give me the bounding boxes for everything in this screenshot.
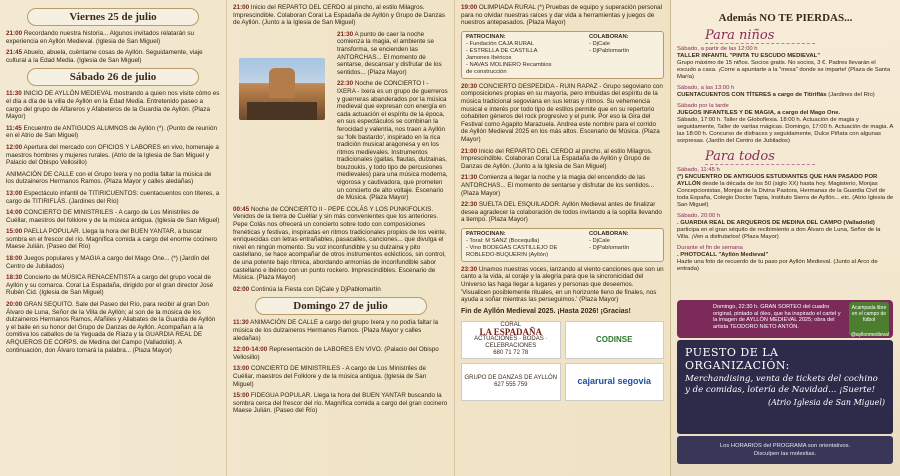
- event-item: 13:00 CONCIERTO DE MINISTRILES - A cargo de Los Ministriles de Cuéllar, maestros del Folklore y de la música antigua. (Iglesia de San Miguel): [233, 365, 427, 388]
- sponsor-logos: [461, 321, 664, 401]
- extra-item: Sábado, a partir de las 12:00 h TALLER INFANTIL "PINTA TU ESCUDO MEDIEVAL" Grupo máximo de 15 niños. Socios gratis. No socios, 3 €. Padres llevarán el escudo a casa. ¡Corre a apuntarte a la "mesa" donde se imparte! (Plaza de Santa María): [677, 46, 891, 80]
- day-heading: Viernes 25 de julio: [27, 8, 199, 26]
- event-item: 14:00 CONCIERTO DE MINISTRILES - A cargo de Los Ministriles de Cuéllar, maestros del folklore y de la música antigua. (Iglesia de San Miguel): [6, 209, 220, 224]
- program-column-3: [454, 0, 670, 476]
- kids-heading: Para niños: [705, 28, 815, 44]
- organization-stand-box: [677, 340, 893, 434]
- event-item: 15:00 FIDEGUA POPULAR. Llega la hora del BUEN YANTAR buscando la sombra cerca del frescor del río. Magnífica comida a cargo del gran cocinero Maese Julián. (Paseo del Río): [233, 392, 448, 415]
- event-item: 23:30 Unamos nuestras voces, lanzando al viento canciones que son un canto a la vida, al coraje y la alegría para que la sincronicidad del Universo las haga llegar a lugares y personas que deseemos. 'Visualicen posiblemente rituales, en un horizonte lleno de finales, nos ayuda a soñar mientras las perseguimos.' (Plaza Mayor): [461, 265, 664, 304]
- schedule-disclaimer: Los HORARIOS del PROGRAMA son orientativos. Disculpen las molestias.: [677, 436, 893, 464]
- event-item: ANIMACIÓN DE CALLE con el Grupo Ixera y no podía faltar la música de los dulzaineros Hermanos Ramos. (Plaza Mayor y calles aledañas): [6, 170, 212, 186]
- extra-item: Sábado, a las 13:00 h CUENTACUENTOS CON TÍTERES a cargo de Titiriflás (Jardines del Río): [677, 85, 875, 98]
- event-item: 18:00 Juegos populares y MAGIA a cargo del Mago One... (*) (Jardín del Centro de Jubilados): [6, 255, 210, 270]
- event-item: 21:30 A punto de caer la noche comienza la magia, el ambiente se transforma, se encienden las ANTORCHAS... El momento de sentarse, descansar y disfrutar de los sentidos... (Plaza Mayor): [337, 30, 442, 76]
- event-item: 11:45 Encuentro de ANTIGUOS ALUMNOS de Ayllón (*). (Punto de reunión en el Atrio de San Miguel): [6, 124, 217, 140]
- event-item: 22:30 Noche de CONCIERTO I - IXERA - Ixera es un grupo de guerreros y guerreras abanderados por la música medieval que expresan con energía en cada actuación el espíritu de la época, en sus espectáculos se combinan la ferocidad y valentía, nos traen a Ayllón su 'folk bastardo', inspirado en la rica tradición musical aragonesa y en los ritmos medievales. Instrumentos tradicionales (gaitas, flautas, dulzainas, bouzoukis, y todo tipo de percusiones medievales) para una música moderna, vigorosa y cautivadora, que prometen un concierto de alto voltaje. Escenario de Música. (Plaza Mayor): [337, 80, 448, 202]
- extra-item: Sábado por la tarde JUEGOS INFANTILES Y DE MAGIA, a cargo del Mago One. Sábado, 17:00 h. Taller de Globoflexia. 18:00 h. Actuación de magia y seguidamente, Taller de varitas mágicas. Domingo, 17:00 h. Actuación de magia. A las 18:00 h. Concurso de disfraces y seguidamente, Dulce Piñata con algunas sorpresas. (Jardín del Centro de Jubilados): [677, 103, 894, 144]
- event-item: 13:00 Espectáculo infantil de TITIRICUENTOS: cuentacuentos con títeres, a cargo de TITIRIFLÁS. (Jardines del Río): [6, 189, 220, 205]
- event-item: 21:00 Inicio del REPARTO DEL CERDO al pincho, al estilo Milagros. Imprescindible. Colaboran Coral La Espadaña de Ayllón y Grupo de Danzas de Ayllón. (Junto a la Iglesia de San Miguel): [461, 147, 653, 170]
- event-item: 19:00 OLIMPIADA RURAL (*) Pruebas de equipo y superación personal para no olvidar nuestras raíces y dar vida a herramientas y juegos de nuestros antepasados. (Plaza Mayor): [461, 4, 663, 27]
- event-item: 20:00 GRAN SEQUITO. Sale del Paseo del Río, para recibir al gran Don Álvaro de Luna, Señor de la Villa de Ayllón; al son de la música de los dulzaineros Hermanos Ramos, Afañiles y Aliabates de la Guardia de Ayllón y el baile en su honor del Grupo de Danzas de Ayllón. Acompañan a la comitiva los caballos de la Yeguada de Riaza y la GUARDIA REAL DE ARQUEROS DE CORPS. de Medina del Campo (Valladolid). A continuación, don Álvaro tomará la palabra... (Plaza Mayor): [6, 301, 216, 354]
- raffle-banner: Domingo, 22:30 h. GRAN SORTEO del cuadro original, pintado al óleo, que ha inspirado el cartel y la imagen de AYLLÓN MEDIEVAL 2025; obra del artista TEODORO NIETO ANTÓN. Acampada libre en el campo de fútbol @ayllonmedieval: [677, 300, 893, 338]
- sponsors-box: PATROCINAN: - Fundación CAJA RURAL - ESTRELLA DE CASTILLA Jamones Ibéricos - NAVAS MOLINERO Recambios de construcción COLABORAN: - DjCale - DjPablomartín: [461, 31, 664, 79]
- extra-item: Durante el fin de semana . PHOTOCALL "Ayllón Medieval" Hazte una foto de recuerdo de tu paso por Ayllón Medieval. (Junto al Arco de entrada): [677, 245, 878, 272]
- extra-item: Sábado, 20:00 h . GUARDIA REAL DE ARQUEROS DE MEDINA DEL CAMPO (Valladolid) participa en el gran séquito de recibimiento a don Álvaro de Luna, Señor de la Villa. ¡Ven a disfrutarlos! (Plaza Mayor): [677, 213, 881, 240]
- codinse-logo: CODINSE: [565, 321, 665, 359]
- event-item: 00:45 Noche de CONCIERTO II - PEPE COLÁS Y LOS PUNKIFOLKIS. Venidos de la tierra de Cuéllar y sin más convenientes que los anteriores. Pepe Colás nos ofrecerá un concierto sobre todo con composiciones frenéticas y festivas, inspiradas en ritmos tradicionales propios de los veinte, enriquecidas con letras entrañables, pasacalles, canciones... que divulga el nivel en ningún momento. Su voz inconfundible y su dulzaina y pito castellano, se hace acompañar de otros instrumentos eclécticos, sin control, de una potente bajo rítmica, abordando armonías de inconfundible sabor castellano e ibérico con un punto rockero. Imprescindibles. Escenario de Música. (Plaza Mayor): [233, 205, 447, 282]
- camping-badge: Acampada libre en el campo de fútbol: [849, 302, 889, 336]
- event-item: 11:30 INICIO DE AYLLÓN MEDIEVAL mostrando a quien nos visite cómo es el día a día de la villa de Ayllón en la Edad Media. Entretenido paseo a cargo del grupo de Alfareros y Afabeteros de la Guardia de Ayllón. (Plaza Mayor): [6, 90, 220, 121]
- event-item: 12:00-14:00 Representación de LABORES EN VIVO. (Palacio del Obispo Vellosillo): [233, 346, 439, 361]
- event-item: 02:00 Continúa la Fiesta con DjCale y DjPablomartín: [233, 285, 381, 293]
- extras-title: Además NO TE PIERDAS...: [718, 12, 853, 24]
- day-heading: Sábado 26 de julio: [27, 68, 199, 86]
- event-item: 22:30 SUELTA DEL ESQUILADOR. Ayllón Medieval antes de finalizar desea agradecer la colaboración de todos invitando a la sopilla llevando a tiempo. (Plaza Mayor): [461, 201, 662, 224]
- extra-item: Sábado, 11:45 h (*) ENCUENTRO DE ANTIGUOS ESTUDIANTES QUE HAN PASADO POR AYLLÓN desde la década de los 50 (siglo XX) hasta hoy. Magisterio, Monjas Concepcionistas, Monjas de la Divina Pastora, Hermanas de la Guardia Civil de toda España, Colegio Doctor Tapia, Instituto Sierra de Ayllón... etc. (Atrio Iglesia de San Miguel): [677, 167, 894, 208]
- stand-location: (Atrio Iglesia de San Miguel): [767, 398, 885, 407]
- event-item: 11:30 ANIMACIÓN DE CALLE a cargo del grupo Ixera y no podía faltar la música de los dulzaineros Hermanos Ramos. (Plaza Mayor y calles aledañas): [233, 319, 439, 342]
- event-item: 21:00 Inicio del REPARTO DEL CERDO al pincho, al estilo Milagros. Imprescindible. Colaboran Coral La Espadaña de Ayllón y Grupo de Danzas de Ayllón. (Junto a la Iglesia de San Miguel): [233, 4, 446, 27]
- event-item: 12:00 Apertura del mercado con OFICIOS Y LABORES en vivo, homenaje a maestros hombres y mujeres rurales. (Atrio de la Iglesia de San Miguel y Palacio del Obispo Vellosillo): [6, 143, 219, 167]
- danzas-logo: GRUPO DE DANZAS DE AYLLÓN 627 555 759: [461, 363, 561, 401]
- coral-logo: CORAL LA ESPADAÑA ACTUACIONES · BODAS · CELEBRACIONES 680 71 72 78: [461, 321, 561, 359]
- social-handle: @ayllonmedieval: [850, 332, 889, 339]
- stand-title: PUESTO DE LA ORGANIZACIÓN:: [685, 346, 790, 372]
- plaza-photo: [239, 58, 325, 120]
- program-column-1: [0, 0, 226, 476]
- event-item: 15:00 PAELLA POPULAR. Llega la hora del BUEN YANTAR, a buscar sombra en el frescor del río. Magnífica comida a cargo del enorme cocinero Maese Julián. (Paseo del Río): [6, 228, 218, 251]
- stand-text: Merchandising, venta de tickets del cochino y de comidas, lotería de Navidad... ¡Suerte!: [685, 374, 878, 395]
- event-item: 21:00 Recordando nuestra historia... Algunos invitados relatarán su experiencia en Ayllón Medieval. (Iglesia de San Miguel): [6, 30, 194, 45]
- sponsors-box: PATROCINAN: - Toral: M SANZ (Bocequilla) - Vino BODEGAS CASTILLEJO DE ROBLEDO-BUQUERIN (Ayllón) COLABORAN: - DjCale - DjPablomartín: [461, 228, 664, 262]
- event-item: 20:30 CONCIERTO DESPEDIDA - RUIN RAPAZ - Grupo segoviano con composiciones propias en su mayoría, pero imbuidas del espíritu de la música tradicional segoviana en sus letras y ritmos. Su vehemencia musical e interés por todo tipo de estilos permite que en su repertorio cohabiten géneros del rock progresivo y el punk. Por eso la Gira del Festival como Agapito Marazuela. Andrea este nombre para el corrido de Ayllón Medieval 2025 en los más altos. Escenario de Música. (Plaza Mayor): [461, 82, 663, 143]
- cajarural-logo: cajarural segovia: [565, 363, 665, 401]
- event-item: 21:30 Comienza a llegar la noche y la magia del encendido de las ANTORCHAS... El momento de sentarse y disfrutar de los sentidos... (Plaza Mayor): [461, 174, 655, 197]
- day-heading: Domingo 27 de julio: [255, 297, 427, 315]
- closing-line: Fin de Ayllón Medieval 2025. ¡Hasta 2026! ¡Gracias!: [461, 307, 631, 315]
- all-heading: Para todos: [705, 149, 815, 165]
- event-item: 21:45 Abuelo, abuela, cuéntame cosas de Ayllón. Seguidamente, viaje cultural a la Edad Media. (Iglesia de San Miguel): [6, 49, 203, 64]
- program-column-2: [226, 0, 454, 476]
- event-item: 18:30 Concierto de MÚSICA RENACENTISTA a cargo del grupo vocal de Ayllón y su comarca. Coral La Espadaña, dirigido por el gran director José Rubén Cid. (Iglesia de San Miguel): [6, 274, 214, 297]
